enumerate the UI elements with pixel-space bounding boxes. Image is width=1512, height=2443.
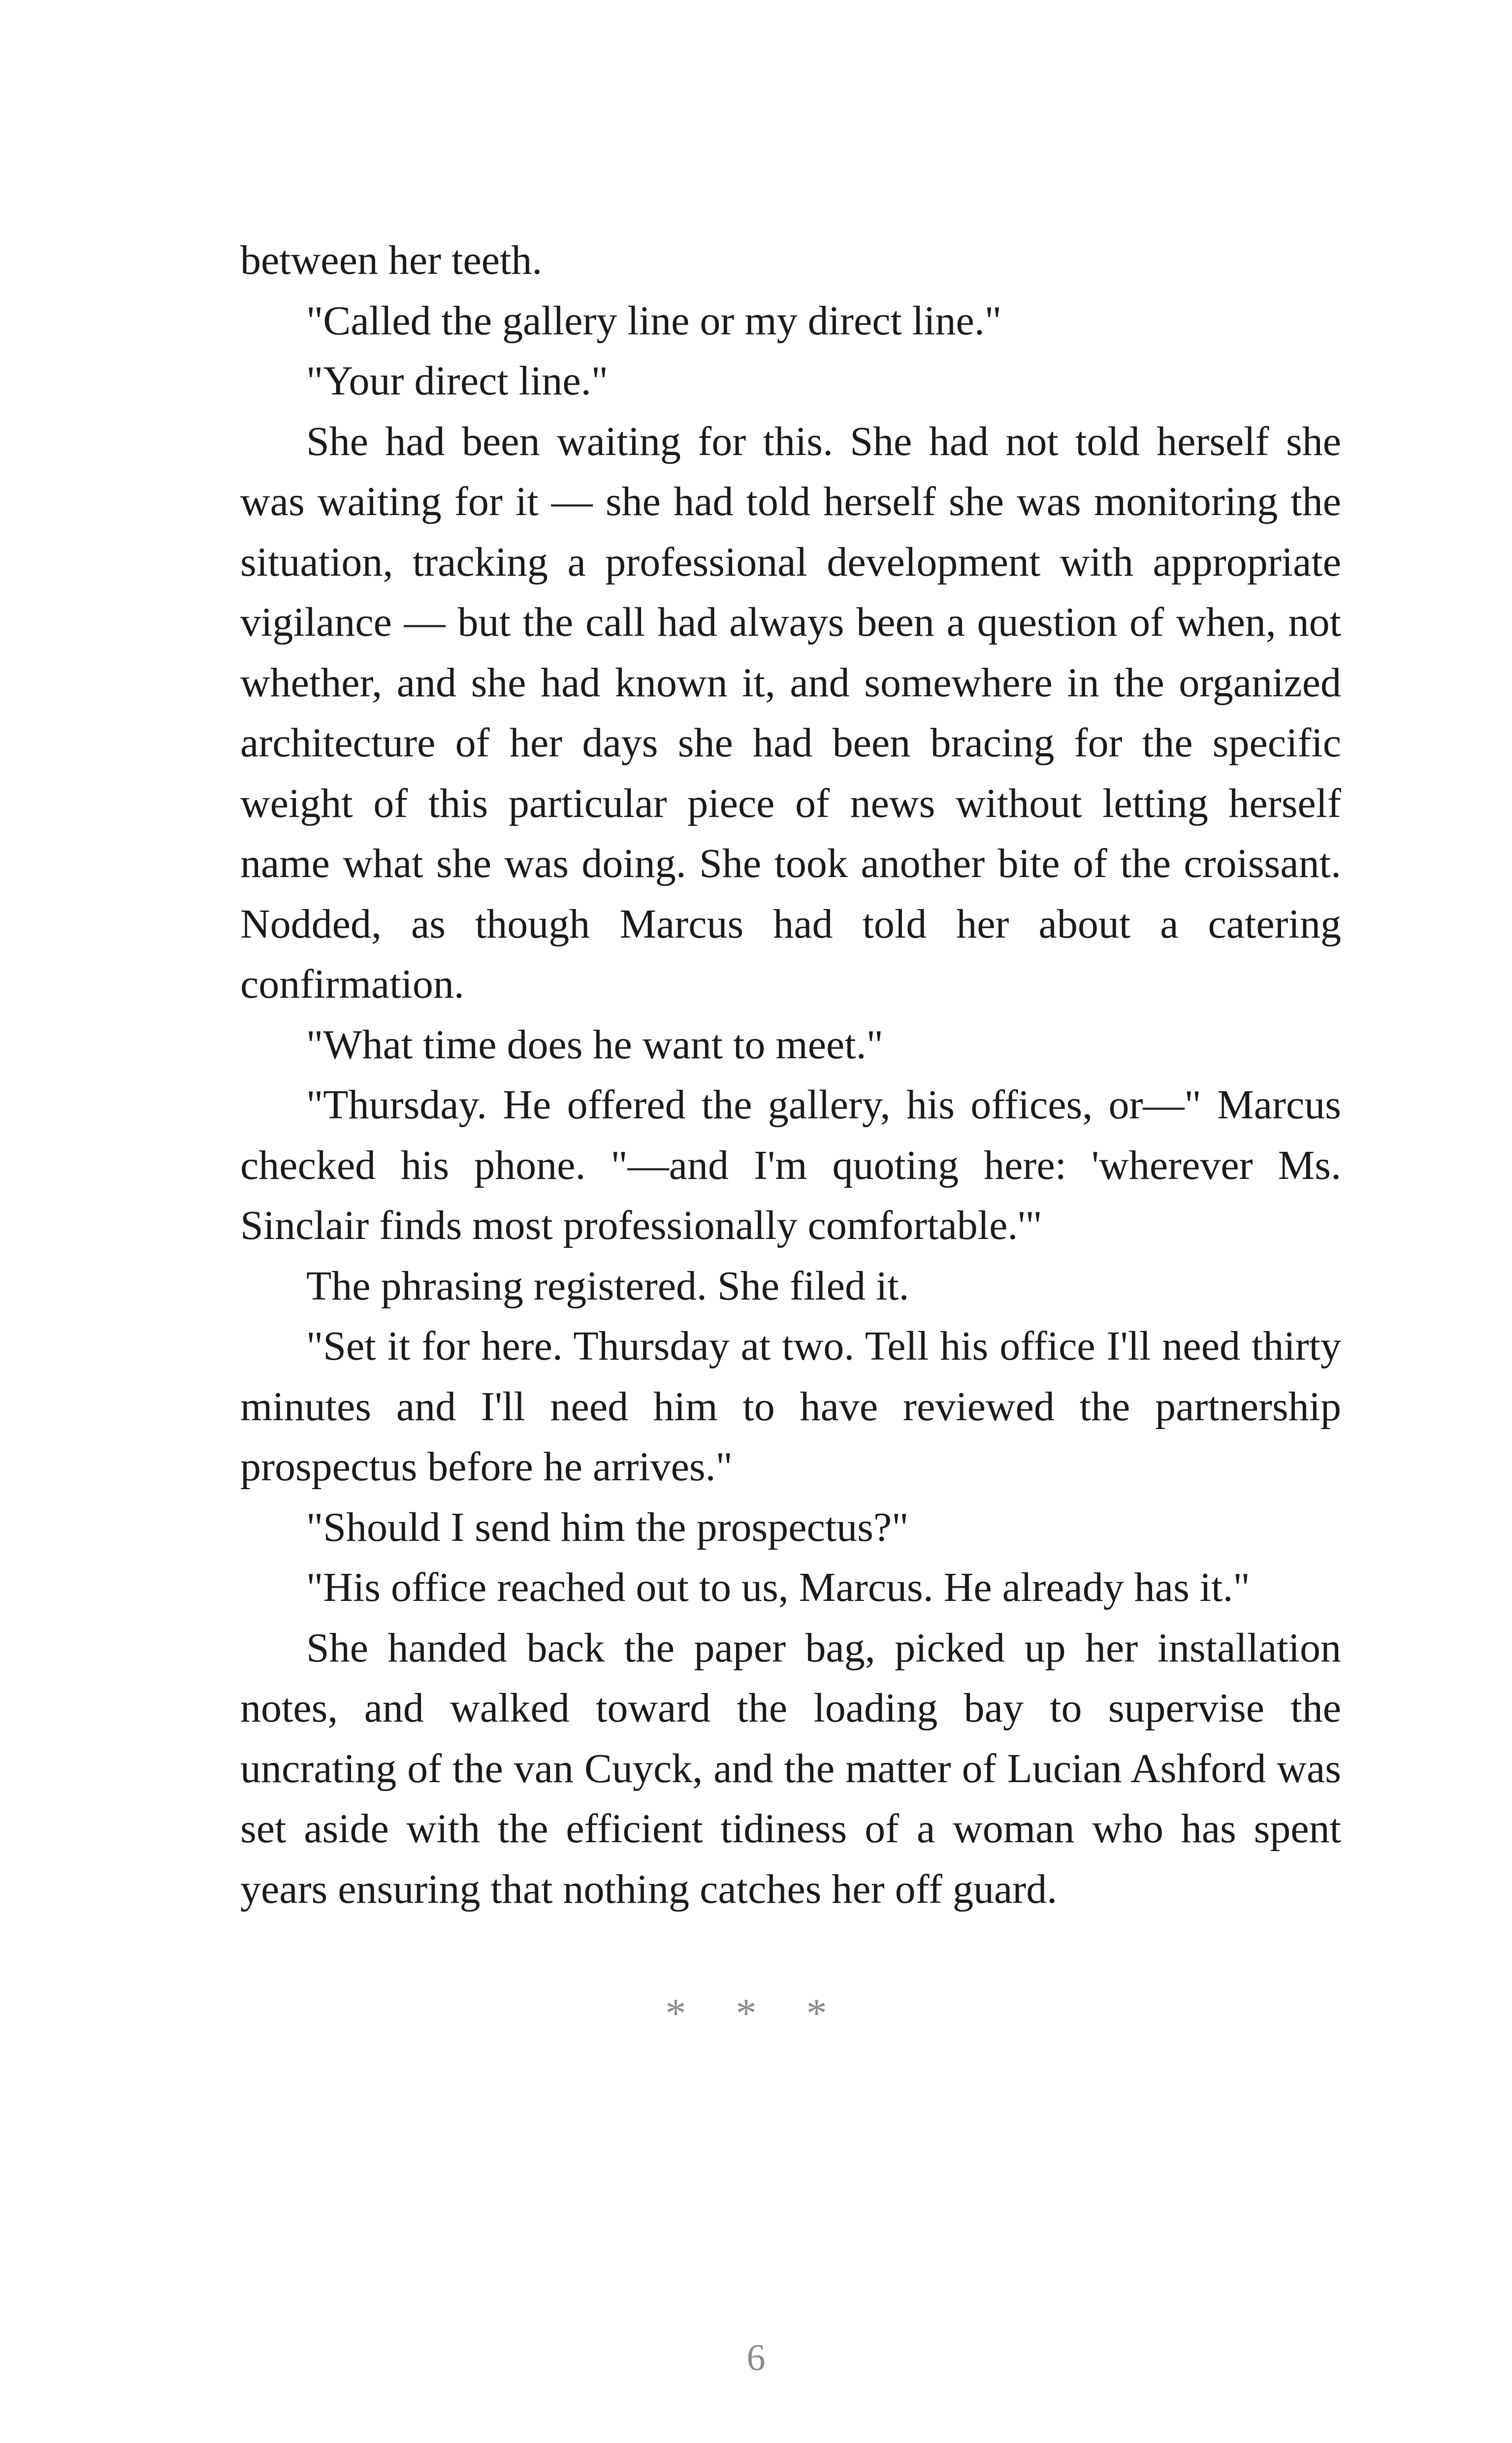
paragraph-dialogue: "Your direct line." — [306, 358, 608, 404]
paragraph-dialogue: "What time does he want to meet." — [306, 1021, 883, 1068]
scene-break: * * * — [665, 1990, 847, 2036]
paragraph-narrative: She handed back the paper bag, picked up her installation notes, and walked toward the loading bay to supervise the uncrating of the van Cuyck, and the matter of Lucian Ashford was set aside with the efficient tidiness of a woman who has spent years ensuring that nothing catches her off guard. — [240, 1625, 1341, 1912]
paragraph-dialogue: "Thursday. He offered the gallery, his offices, or—" Marcus checked his phone. "—and I'm quoting here: 'wherever Ms. Sinclair finds most professionally comfortable.'" — [240, 1082, 1341, 1248]
paragraph-dialogue: "Called the gallery line or my direct line." — [306, 297, 1002, 344]
page-number: 6 — [746, 2337, 766, 2378]
body-text — [240, 230, 1341, 1920]
paragraph-narrative: She had been waiting for this. She had not told herself she was waiting for it — she had told herself she was monitoring the situation, tracking a professional development with appropriate vigilance — but the call had always been a question of when, not whether, and she had known it, and somewhere in the organized architecture of her days she had been bracing for the specific weight of this particular piece of news without letting herself name what she was doing. She took another bite of the croissant. Nodded, as though Marcus had told her about a catering confirmation. — [240, 418, 1341, 1007]
paragraph-dialogue: "Set it for here. Thursday at two. Tell his office I'll need thirty minutes and I'll need him to have reviewed the partnership prospectus before he arrives." — [240, 1323, 1341, 1490]
paragraph-dialogue: "His office reached out to us, Marcus. He already has it." — [306, 1564, 1250, 1610]
paragraph-continuation: between her teeth. — [240, 237, 543, 283]
paragraph-narrative: The phrasing registered. She filed it. — [306, 1263, 909, 1309]
paragraph-dialogue: "Should I send him the prospectus?" — [306, 1504, 909, 1550]
